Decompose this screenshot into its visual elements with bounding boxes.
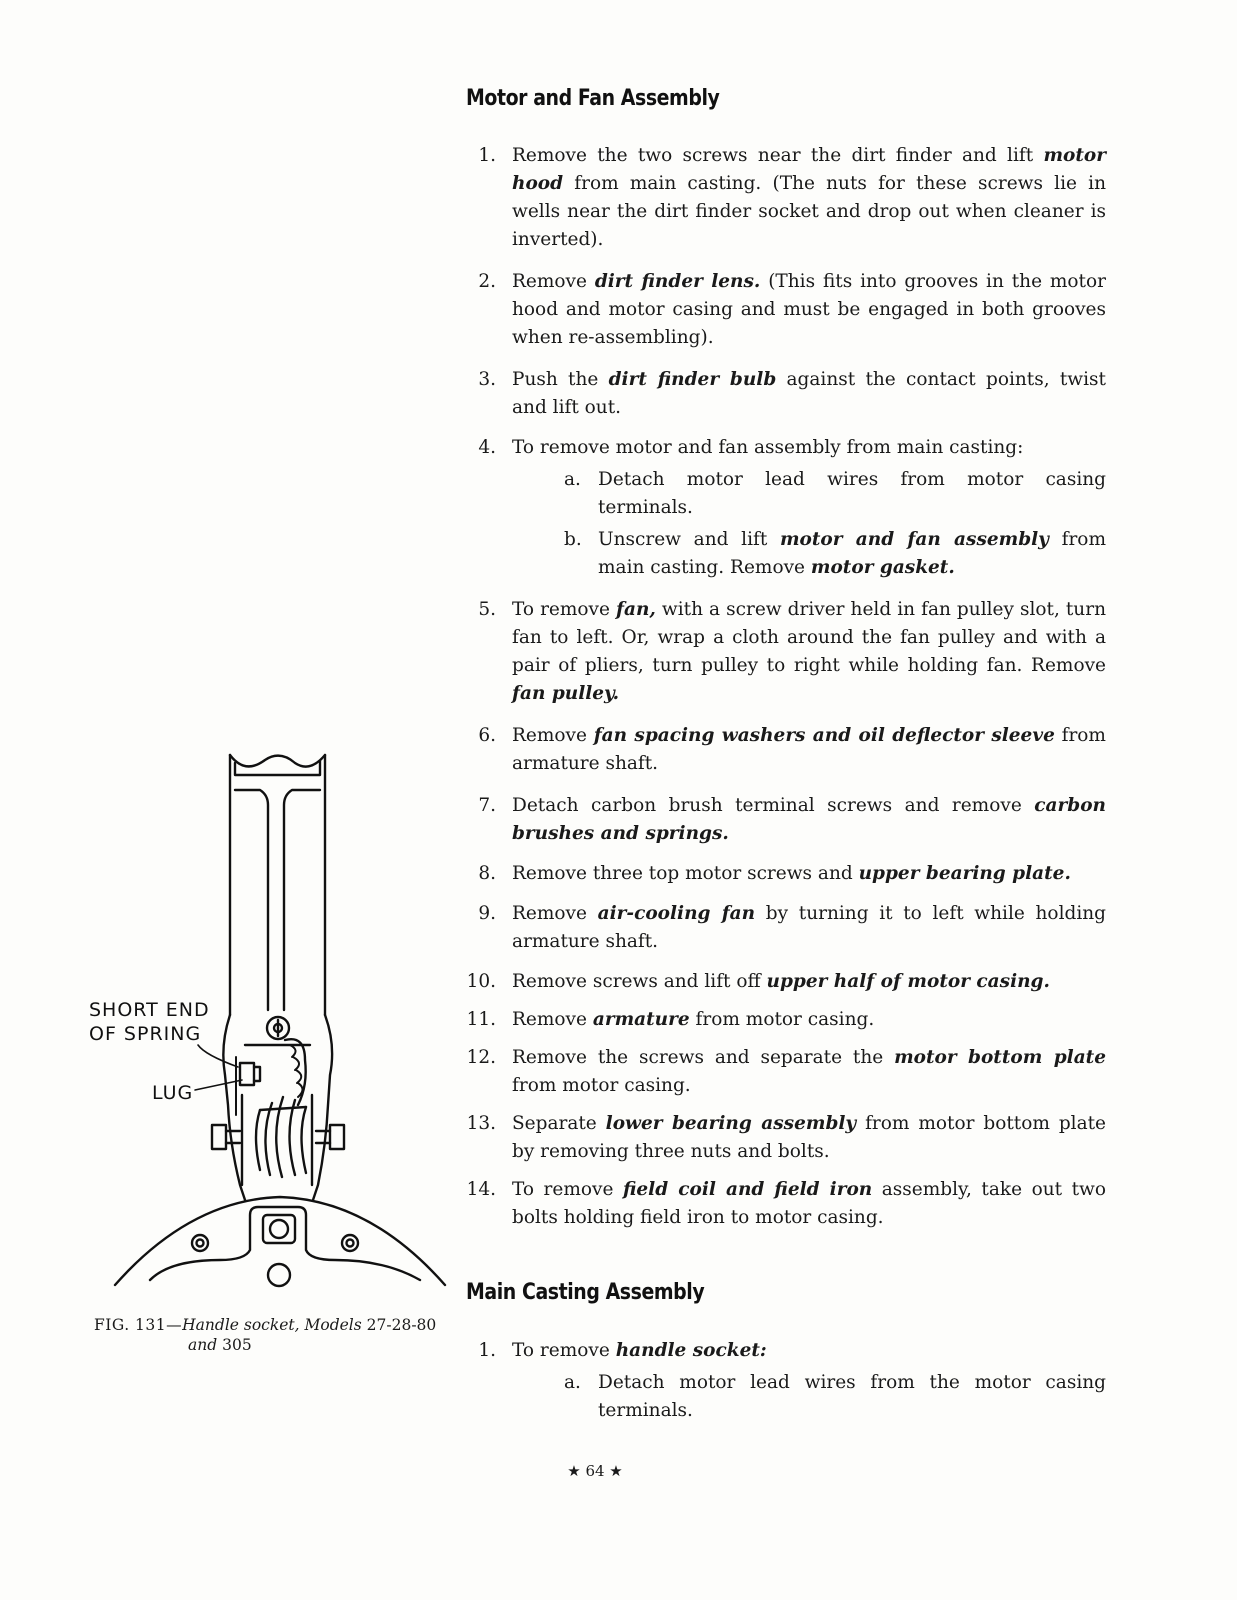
step-number: 4. (478, 437, 496, 458)
substep-text: Detach motor lead wires from the motor casing terminals. (598, 1372, 1106, 1421)
emphasis-term: dirt finder lens. (594, 271, 761, 292)
substep-item (512, 526, 1106, 582)
emphasis-term: motor and fan assembly (779, 529, 1049, 550)
caption-models: 27-28-80 (366, 1316, 437, 1334)
substep-letter: a. (564, 1372, 581, 1393)
step-item (466, 1176, 1106, 1232)
step-text: Remove three top motor screws and upper bearing plate. (512, 863, 1071, 884)
substep-letter: b. (564, 529, 582, 550)
step-item (466, 434, 1106, 582)
step-item (466, 1337, 1106, 1425)
step-text: Detach carbon brush terminal screws and remove carbon brushes and springs. (512, 795, 1106, 844)
emphasis-term: motor gasket. (810, 557, 955, 578)
emphasis-term: upper bearing plate. (858, 863, 1071, 884)
page-number: ★ 64 ★ (567, 1462, 623, 1480)
emphasis-term: field coil and field iron (622, 1179, 873, 1200)
emphasis-term: lower bearing assembly (605, 1113, 857, 1134)
emphasis-term: handle socket: (615, 1340, 767, 1361)
step-text: To remove field coil and field iron assembly, take out two bolts holding field iron to motor casing. (512, 1179, 1106, 1228)
step-number: 11. (466, 1009, 496, 1030)
substep-item (512, 1369, 1106, 1425)
step-text: To remove motor and fan assembly from main casting: (512, 437, 1024, 458)
label-spring-line2: OF SPRING (89, 1023, 202, 1045)
substep-list (512, 466, 1106, 582)
emphasis-term: carbon brushes and springs. (512, 795, 1106, 844)
emphasis-term: air-cooling fan (597, 903, 756, 924)
step-number: 6. (478, 725, 496, 746)
emphasis-term: upper half of motor casing. (766, 971, 1050, 992)
section-title-motor-fan: Motor and Fan Assembly (466, 86, 720, 111)
label-lug: LUG (152, 1082, 194, 1104)
step-text: Push the dirt finder bulb against the contact points, twist and lift out. (512, 369, 1106, 418)
emphasis-term: armature (592, 1009, 690, 1030)
step-item (466, 860, 1106, 888)
step-text: Remove the screws and separate the motor bottom plate from motor casing. (512, 1047, 1106, 1096)
emphasis-term: motor hood (512, 145, 1106, 194)
caption-and: and (188, 1336, 218, 1354)
step-text: Remove armature from motor casing. (512, 1009, 875, 1030)
step-number: 7. (478, 795, 496, 816)
substep-list (512, 1369, 1106, 1425)
step-text: Remove fan spacing washers and oil deflector sleeve from armature shaft. (512, 725, 1106, 774)
step-text: To remove fan, with a screw driver held in fan pulley slot, turn fan to left. Or, wrap a cloth around the fan pulley and with a pair of pliers, turn pulley to right while holding fan. Remove fan pulley. (512, 599, 1106, 704)
step-number: 14. (466, 1179, 496, 1200)
step-number: 2. (478, 271, 496, 292)
step-number: 1. (478, 1340, 496, 1361)
main-casting-steps (466, 1337, 1106, 1439)
step-number: 13. (466, 1113, 496, 1134)
step-text: Remove screws and lift off upper half of motor casing. (512, 971, 1050, 992)
step-item (466, 142, 1106, 254)
step-text: Separate lower bearing assembly from motor bottom plate by removing three nuts and bolts. (512, 1113, 1106, 1162)
step-text: Remove air-cooling fan by turning it to left while holding armature shaft. (512, 903, 1107, 952)
emphasis-term: motor bottom plate (894, 1047, 1106, 1068)
motor-fan-steps (466, 142, 1106, 1242)
step-item (466, 722, 1106, 778)
step-number: 5. (478, 599, 496, 620)
emphasis-term: fan spacing washers and oil deflector sleeve (593, 725, 1055, 746)
step-text: Remove dirt finder lens. (This fits into grooves in the motor hood and motor casing and must be engaged in both grooves when re-assembling). (512, 271, 1106, 348)
substep-text: Detach motor lead wires from motor casing terminals. (598, 469, 1106, 518)
figure-caption (94, 1315, 454, 1355)
substep-text: Unscrew and lift motor and fan assembly from main casting. Remove motor gasket. (598, 529, 1106, 578)
caption-text: Handle socket, Models (182, 1316, 362, 1334)
emphasis-term: fan, (616, 599, 656, 620)
caption-model-last: 305 (222, 1336, 252, 1354)
step-number: 3. (478, 369, 496, 390)
step-item (466, 900, 1106, 956)
step-item (466, 366, 1106, 422)
step-item (466, 596, 1106, 708)
step-item (466, 792, 1106, 848)
step-number: 1. (478, 145, 496, 166)
caption-number: FIG. 131— (94, 1316, 183, 1334)
step-text: Remove the two screws near the dirt finder and lift motor hood from main casting. (The nuts for these screws lie in wells near the dirt finder socket and drop out when cleaner is inverted). (512, 145, 1106, 250)
step-number: 10. (466, 971, 496, 992)
step-item (466, 1110, 1106, 1166)
step-number: 9. (478, 903, 496, 924)
substep-letter: a. (564, 469, 581, 490)
emphasis-term: dirt finder bulb (608, 369, 777, 390)
step-number: 8. (478, 863, 496, 884)
substep-item (512, 466, 1106, 522)
step-item (466, 1044, 1106, 1100)
label-short-end-of-spring (89, 998, 210, 1046)
emphasis-term: fan pulley. (512, 683, 620, 704)
step-text: To remove handle socket: (512, 1340, 767, 1361)
step-item (466, 968, 1106, 996)
step-number: 12. (466, 1047, 496, 1068)
section-title-main-casting: Main Casting Assembly (466, 1280, 705, 1305)
step-item (466, 1006, 1106, 1034)
label-spring-line1: SHORT END (89, 999, 210, 1021)
step-item (466, 268, 1106, 352)
